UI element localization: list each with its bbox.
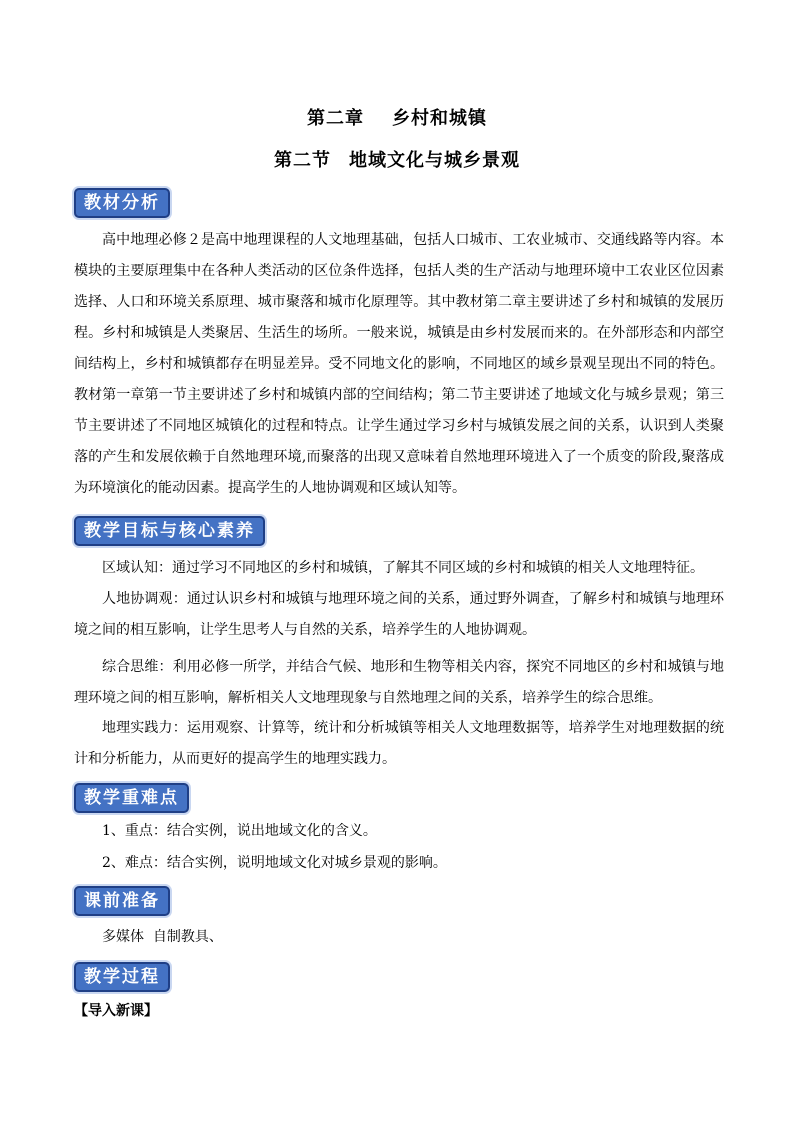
section-name: 地域文化与城乡景观 [349,150,520,171]
chapter-number: 第二章 [307,108,364,129]
objective-human-earth-harmony: 人地协调观：通过认识乡村和城镇与地理环境之间的关系，通过野外调查，了解乡村和城镇与地理环境之间的相互影响，让学生思考人与自然的关系，培养学生的人地协调观。 [74,591,724,638]
preparation-heading-badge: 课前准备 [74,886,170,916]
chapter-title [0,104,794,130]
objective-integrated-thinking: 综合思维：利用必修一所学，并结合气候、地形和生物等相关内容，探究不同地区的乡村和城镇与地理环境之间的相互影响，解析相关人文地理现象与自然地理之间的关系，培养学生的综合思维。 [74,659,724,706]
objective-geographic-practice: 地理实践力：运用观察、计算等，统计和分析城镇等相关人文地理数据等，培养学生对地理数据的统计和分析能力，从而更好的提高学生的地理实践力。 [74,720,724,767]
process-heading-badge: 教学过程 [74,962,170,992]
chapter-name: 乡村和城镇 [392,108,487,129]
objective-regional-cognition: 区域认知：通过学习不同地区的乡村和城镇，了解其不同区域的乡村和城镇的相关人文地理特征。 [102,560,704,576]
preparation-text: 多媒体 自制教具、 [102,929,223,945]
key-point-focus: 1、重点：结合实例，说出地域文化的含义。 [102,823,377,839]
key-point-difficulty: 2、难点：结合实例，说明地域文化对城乡景观的影响。 [102,855,447,871]
analysis-paragraph: 高中地理必修２是高中地理课程的人文地理基础，包括人口城市、工农业城市、交通线路等内容。本模块的主要原理集中在各种人类活动的区位条件选择，包括人类的生产活动与地理环境中工农业区位因素选择、人口和环境关系原理、城市聚落和城市化原理等。其中教材第二章主要讲述了乡村和城镇的发展历程。乡村和城镇是人类聚居、生活生的场所。一般来说，城镇是由乡村发展而来的。在外部形态和内部空间结构上，乡村和城镇都存在明显差异。受不同地文化的影响，不同地区的域乡景观呈现出不同的特色。教材第一章第一节主要讲述了乡村和城镇内部的空间结构；第二节主要讲述了地域文化与城乡景观；第三节主要讲述了不同地区城镇化的过程和特点。让学生通过学习乡村与城镇发展之间的关系，认识到人类聚落的产生和发展依赖于自然地理环境,而聚落的出现又意味着自然地理环境进入了一个质变的阶段,聚落成为环境演化的能动因素。提高学生的人地协调观和区域认知等。 [74,232,724,496]
objectives-heading-badge: 教学目标与核心素养 [74,516,265,546]
section-title [0,146,794,172]
analysis-heading-badge: 教材分析 [74,188,170,218]
key-points-heading-badge: 教学重难点 [74,783,189,813]
intro-subheading: 【导入新课】 [74,1003,158,1019]
section-number: 第二节 [274,150,331,171]
